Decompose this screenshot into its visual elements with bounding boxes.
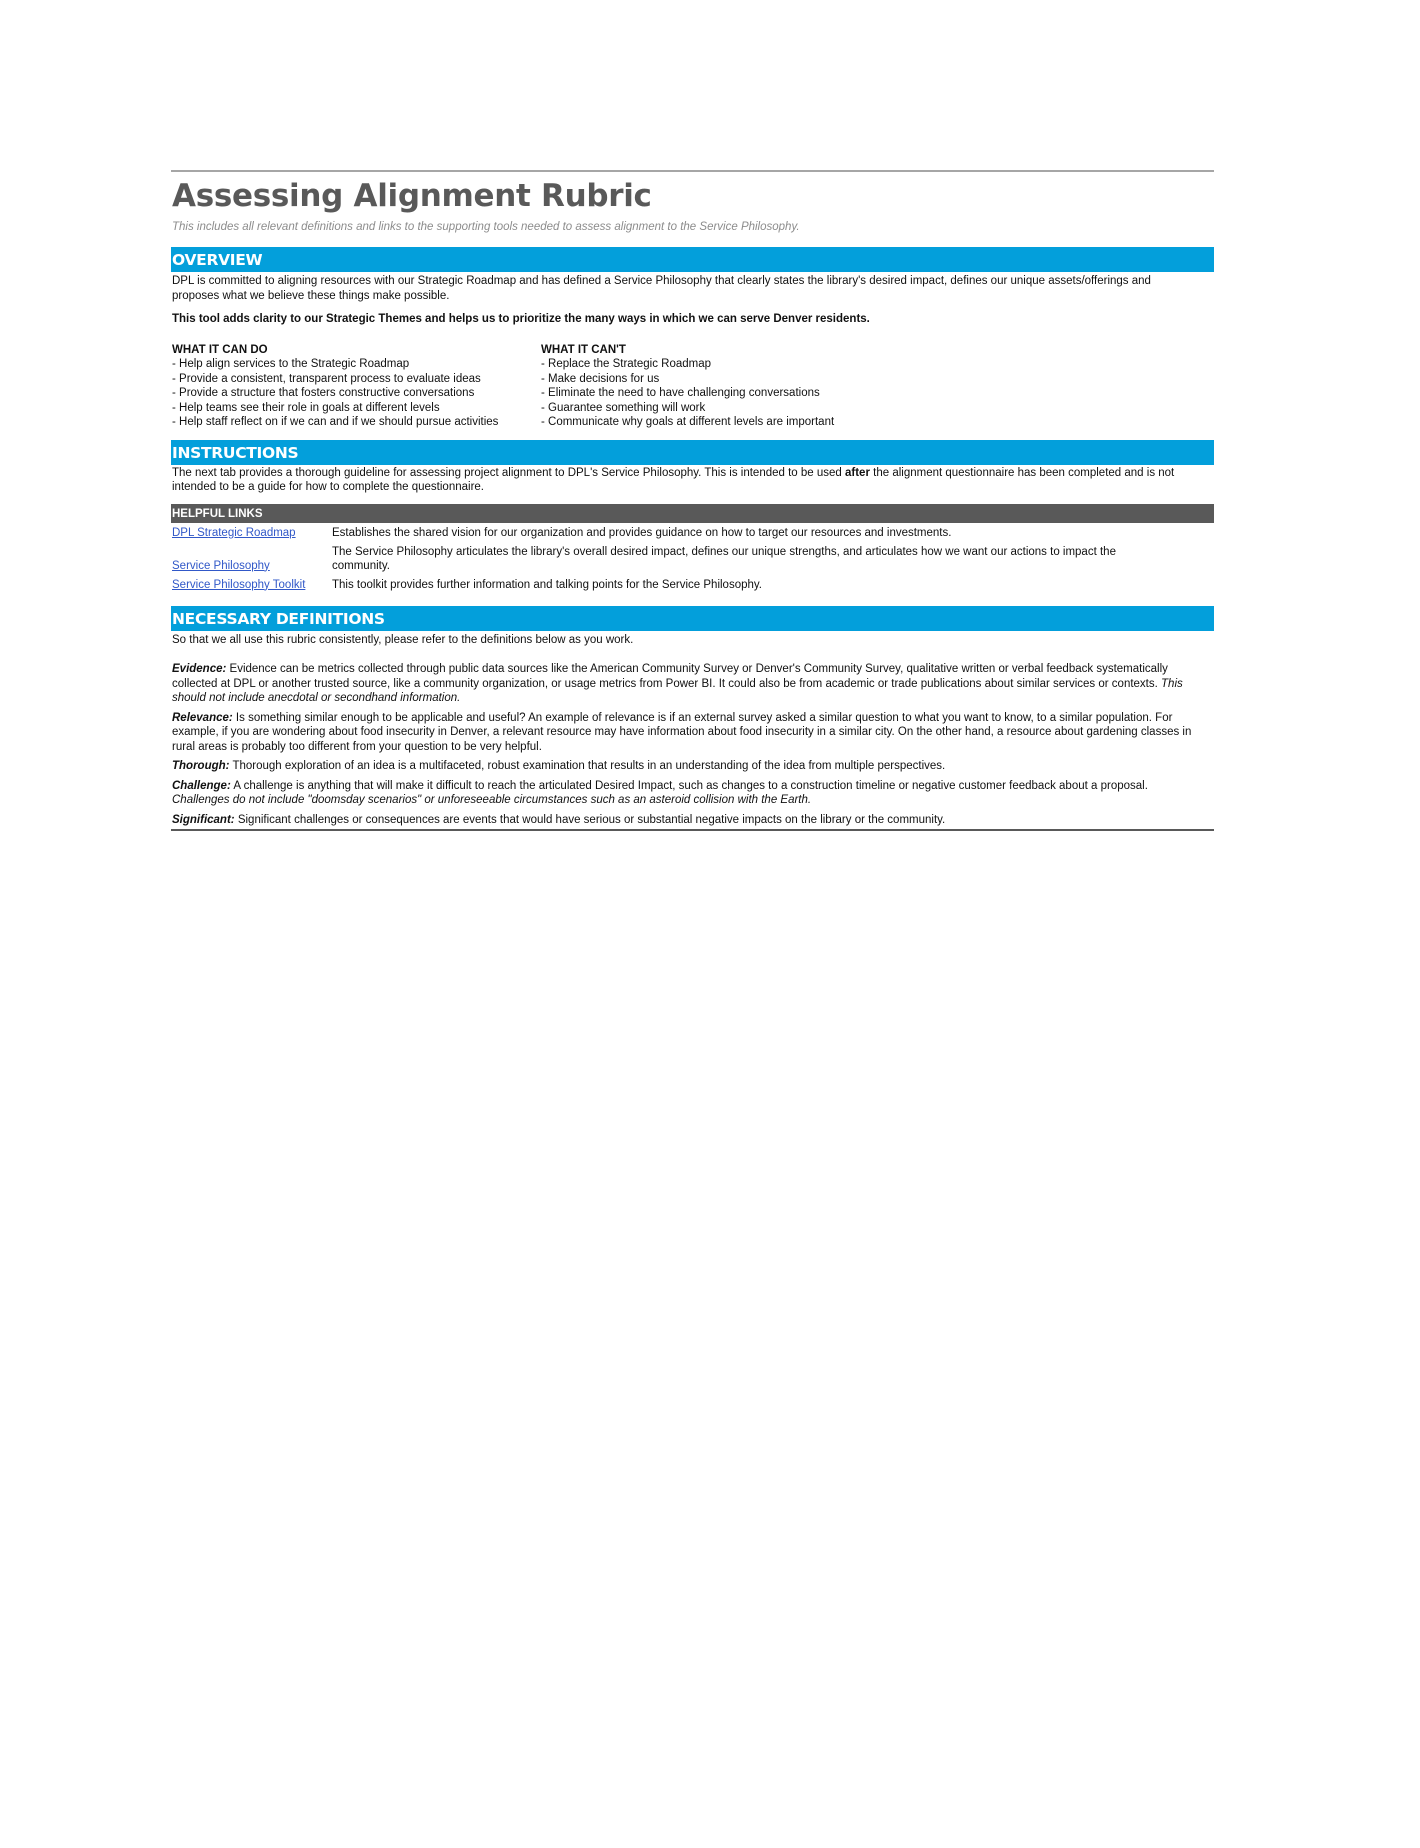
link-description: The Service Philosophy articulates the library's overall desired impact, defines our unique strengths, and articulates how we want our actions to impact the community. [332,545,1116,572]
instructions-emphasis: after [845,466,870,479]
helpful-links-header: HELPFUL LINKS [171,504,1214,523]
instructions-text-part: the alignment questionnaire has been completed and is not intended to be a guide for how to complete the questionnaire. [172,466,1175,493]
link-description: This toolkit provides further information and talking points for the Service Philosophy. [332,578,762,591]
list-item: - Make decisions for us [541,372,660,385]
definitions-intro: So that we all use this rubric consistently, please refer to the definitions below as you work. [172,633,634,646]
definition-term: Evidence: [172,663,227,675]
helpful-links-table [172,526,1214,592]
overview-emphasis: This tool adds clarity to our Strategic Themes and helps us to prioritize the many ways in which we can serve Denver residents. [172,313,870,325]
link-service-philosophy-toolkit[interactable]: Service Philosophy Toolkit [172,578,306,591]
definition-evidence [172,662,1194,706]
rubric-sheet [171,170,1214,831]
cant-heading: WHAT IT CAN'T [541,343,626,356]
definition-note: Challenges do not include "doomsday scenarios" or unforeseeable circumstances such as an asteroid collision with the Earth. [172,794,812,806]
definition-text: Significant challenges or consequences are events that would have serious or substantial negative impacts on the library or the community. [234,813,946,826]
page-subtitle: This includes all relevant definitions and links to the supporting tools needed to assess alignment to the Service Philosophy. [172,221,800,233]
list-item: - Replace the Strategic Roadmap [541,358,712,370]
definition-thorough [172,759,1194,774]
list-item: - Provide a structure that fosters constructive conversations [172,387,475,399]
list-item: - Communicate why goals at different levels are important [541,416,835,428]
instructions-text-part: The next tab provides a thorough guideline for assessing project alignment to DPL's Service Philosophy. This is intended to be used [172,466,845,479]
definition-significant [172,813,1194,828]
definition-text: A challenge is anything that will make it difficult to reach the articulated Desired Impact, such as changes to a construction timeline or negative customer feedback about a proposal. [230,779,1148,792]
definition-text: Is something similar enough to be applicable and useful? An example of relevance is if an external survey asked a similar question to what you want to know, to a similar population. For example, if you are wondering about food insecurity in Denver, a relevant resource may have information about food insecurity in a similar city. On the other hand, a resource about gardening classes in rural areas is probably too different from your question to be very helpful. [172,711,1192,753]
definition-challenge [172,779,1194,808]
definition-text: Evidence can be metrics collected through public data sources like the American Community Survey or Denver's Community Survey, qualitative written or verbal feedback systematically collected at DPL or another trusted source, like a community organization, or usage metrics from Power BI. It could also be from academic or trade publications about similar services or contexts. [172,663,1168,690]
table-row [172,545,1214,573]
page-title: Assessing Alignment Rubric [172,178,652,214]
can-do-heading: WHAT IT CAN DO [172,343,268,356]
list-item: - Guarantee something will work [541,401,706,414]
definition-text: Thorough exploration of an idea is a multifaceted, robust examination that results in an understanding of the idea from multiple perspectives. [229,760,946,772]
can-cant-columns [172,343,1214,430]
definitions-list [172,662,1194,827]
definitions-header: NECESSARY DEFINITIONS [171,606,1214,631]
list-item: - Provide a consistent, transparent process to evaluate ideas [172,372,481,385]
list-item: - Eliminate the need to have challenging conversations [541,387,820,399]
definition-note: This should not include anecdotal or secondhand information. [172,677,1183,704]
definition-term: Thorough: [172,760,230,772]
table-row [172,578,1214,592]
overview-paragraph: DPL is committed to aligning resources with our Strategic Roadmap and has defined a Service Philosophy that clearly states the library's desired impact, defines our unique assets/offerings and proposes what we believe these things make possible. [172,275,1151,302]
can-do-column [172,343,541,430]
bottom-divider [171,829,1214,831]
definition-relevance [172,711,1194,755]
link-strategic-roadmap[interactable]: DPL Strategic Roadmap [172,526,296,539]
overview-header: OVERVIEW [171,247,1214,272]
list-item: - Help staff reflect on if we can and if we should pursue activities [172,416,499,428]
instructions-header: INSTRUCTIONS [171,440,1214,465]
definition-term: Significant: [172,813,235,826]
link-service-philosophy[interactable]: Service Philosophy [172,559,270,572]
table-row [172,526,1214,540]
cant-column [541,343,941,430]
instructions-text [172,466,1194,495]
list-item: - Help teams see their role in goals at different levels [172,401,440,414]
list-item: - Help align services to the Strategic Roadmap [172,358,410,370]
definition-term: Challenge: [172,779,231,792]
link-description: Establishes the shared vision for our organization and provides guidance on how to target our resources and investments. [332,526,952,539]
definition-term: Relevance: [172,711,233,724]
